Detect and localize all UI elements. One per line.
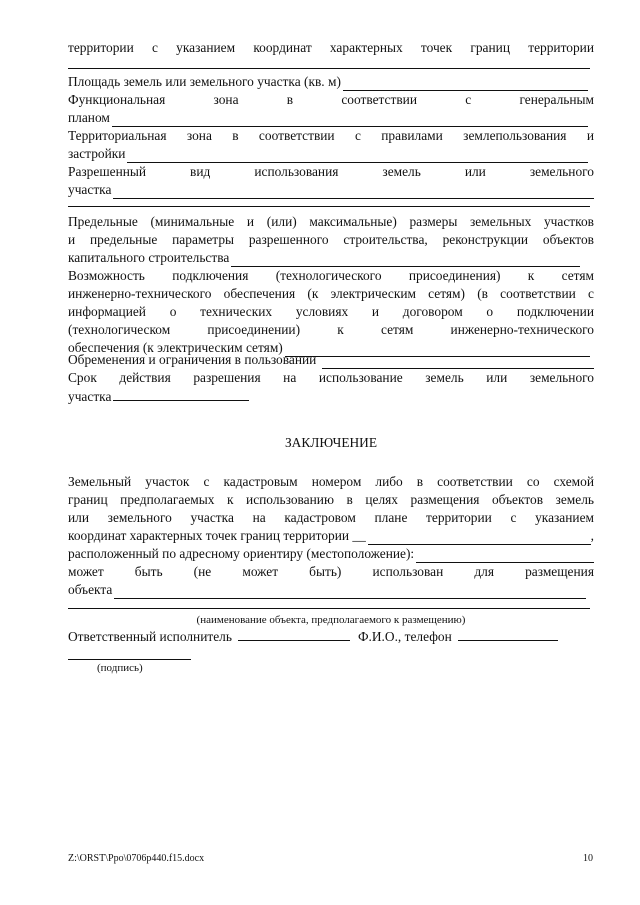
permitted-use-blank	[113, 185, 594, 199]
term-line: Срок действия разрешения на использование земель или земельного	[68, 370, 594, 385]
responsible-field	[68, 627, 594, 645]
blank-line	[68, 206, 590, 207]
limits-label: капитального строительства	[68, 250, 230, 265]
connection-line-3: информацией о технических условиях и договором о подключении	[68, 304, 594, 319]
responsible-label: Ответственный исполнитель	[68, 629, 232, 644]
encumbrances-label: Обременения и ограничения в пользовании	[68, 352, 317, 367]
limits-line-2: и предельные параметры разрешенного строительства, реконструкции объектов	[68, 232, 594, 247]
term-label: участка	[68, 389, 112, 404]
page-number: 10	[583, 853, 593, 864]
coordinates-label: координат характерных точек границ территории __	[68, 528, 366, 543]
encumbrances-blank	[322, 355, 594, 369]
conclusion-heading: ЗАКЛЮЧЕНИЕ	[284, 435, 378, 450]
functional-zone-line: Функциональная зона в соответствии с генеральным	[68, 92, 594, 107]
limits-line-1: Предельные (минимальные и (или) максимальные) размеры земельных участков	[68, 214, 594, 229]
conclusion-line-2: границ предполагаемых к использованию в целях размещения объектов земель	[68, 492, 594, 507]
connection-label: обеспечения (к электрическим сетям)	[68, 340, 283, 355]
object-blank	[114, 585, 586, 599]
address-field	[68, 545, 594, 563]
limits-blank	[231, 253, 580, 267]
object-caption: (наименование объекта, предполагаемого к размещению)	[196, 614, 466, 626]
area-field	[68, 73, 594, 91]
file-path: Z:\ORST\Ppo\0706p440.f15.docx	[68, 853, 205, 864]
area-blank	[343, 77, 588, 91]
usage-line: может быть (не может быть) использован для размещения	[68, 564, 594, 579]
fio-blank	[458, 627, 558, 641]
term-blank	[113, 387, 249, 401]
fio-label: Ф.И.О., телефон	[357, 629, 452, 644]
limits-field	[68, 249, 594, 267]
area-label: Площадь земель или земельного участка (кв. м)	[68, 74, 341, 89]
address-label: расположенный по адресному ориентиру (местоположение):	[68, 546, 415, 561]
permitted-use-field	[68, 181, 594, 199]
territorial-zone-field	[68, 145, 594, 163]
connection-line-1: Возможность подключения (технологического присоединения) к сетям	[68, 268, 594, 283]
signature-caption: (подпись)	[97, 662, 143, 674]
connection-line-2: инженерно-технического обеспечения (к электрическим сетям) (в соответствии с	[68, 286, 594, 301]
conclusion-line-3: или земельного участка на кадастровом плане территории с указанием	[68, 510, 594, 525]
blank-line	[68, 68, 590, 69]
text-line-territory: территории с указанием координат характерных точек границ территории	[68, 40, 594, 55]
functional-zone-field	[68, 109, 594, 127]
coordinates-comma: ,	[590, 528, 594, 543]
object-field	[68, 581, 594, 599]
address-blank	[416, 549, 594, 563]
term-field	[68, 387, 594, 405]
functional-zone-label: планом	[68, 110, 110, 125]
permitted-use-line: Разрешенный вид использования земель или земельного	[68, 164, 594, 179]
responsible-blank	[238, 627, 350, 641]
permitted-use-label: участка	[68, 182, 112, 197]
conclusion-line-1: Земельный участок с кадастровым номером либо в соответствии со схемой	[68, 474, 594, 489]
signature-line	[68, 659, 191, 660]
object-label: объекта	[68, 582, 113, 597]
encumbrances-field	[68, 351, 594, 369]
coordinates-field	[68, 527, 594, 545]
functional-zone-blank	[112, 113, 588, 127]
territorial-zone-line: Территориальная зона в соответствии с правилами землепользования и	[68, 128, 594, 143]
blank-line	[68, 608, 590, 609]
territorial-zone-blank	[127, 149, 588, 163]
territorial-zone-label: застройки	[68, 146, 126, 161]
coordinates-blank	[368, 531, 591, 545]
connection-line-4: (технологическом присоединении) к сетям инженерно-технического	[68, 322, 594, 337]
